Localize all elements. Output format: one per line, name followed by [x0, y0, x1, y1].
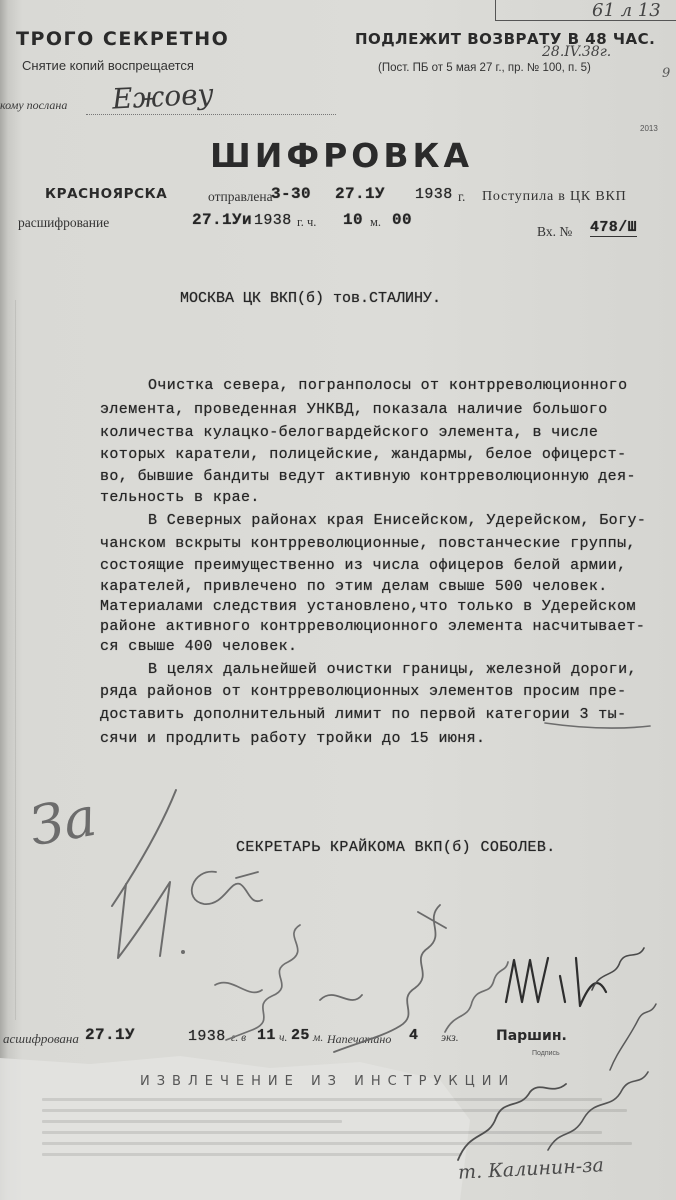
- kalinin-handwritten: т. Калинин-за: [457, 1154, 605, 1184]
- decrypt-minute: 00: [392, 211, 413, 229]
- body-line: ряда районов от контрреволюционных элементов просим пре-: [100, 683, 627, 700]
- copies-label: экз.: [441, 1032, 459, 1044]
- instruction-text-line-faded: [42, 1153, 462, 1156]
- body-line: районе активного контрреволюционного элемента насчитывает-: [100, 618, 646, 635]
- body-line: доставить дополнительный лимит по первой категории 3 ты-: [100, 706, 627, 723]
- decrypted-hour: 11: [257, 1027, 276, 1044]
- decrypt-hour: 10: [343, 211, 364, 229]
- incoming-label: Вх. №: [537, 224, 573, 239]
- signature-caption: Подпись: [532, 1050, 560, 1057]
- body-line: которых каратели, полицейские, жандармы, белое офицерст-: [100, 446, 627, 463]
- received-label: Поступила в ЦК ВКП: [482, 189, 627, 204]
- return-stamp: ПОДЛЕЖИТ ВОЗВРАТУ В 48 ЧАС.: [355, 30, 656, 48]
- decrypt-year: 1938: [254, 212, 292, 229]
- body-line: карателей, привлечено по этим делам свыше 500 человек.: [100, 578, 608, 595]
- body-line: количества кулацко-белогвардейского элемента, в числе: [100, 424, 599, 441]
- instruction-title: ИЗВЛЕЧЕНИЕ ИЗ ИНСТРУКЦИИ: [140, 1074, 516, 1089]
- copies-count: 4: [409, 1027, 419, 1044]
- archive-number: 61 л 13: [592, 0, 661, 21]
- instruction-text-line-faded: [42, 1109, 627, 1112]
- minute-label: м.: [370, 215, 382, 229]
- sender-signature-line: СЕКРЕТАРЬ КРАЙКОМА ВКП(б) СОБОЛЕВ.: [236, 839, 556, 856]
- return-note: (Пост. ПБ от 5 мая 27 г., пр. № 100, п. 5): [378, 62, 591, 74]
- instruction-text-line-faded: [42, 1098, 602, 1101]
- body-line: во, бывшие бандиты ведут активную контрреволюционную дея-: [100, 468, 636, 485]
- addressee-label: кому послана: [0, 98, 68, 112]
- hour-label: г. ч.: [297, 215, 317, 229]
- instruction-text-line-faded: [42, 1131, 602, 1134]
- decrypted-label: асшифрована: [3, 1031, 79, 1046]
- decrypted-hour-label: ч.: [279, 1032, 288, 1044]
- body-line: В целях дальнейшей очистки границы, железной дороги,: [148, 661, 637, 678]
- sent-time: 3-30: [271, 185, 312, 203]
- incoming-number: 478/Ш: [590, 219, 638, 236]
- decrypted-minute: 25: [291, 1027, 310, 1044]
- archive-date: 28.IV.38г.: [542, 44, 612, 60]
- body-line: Материалами следствия установлено,что только в Удерейском: [100, 598, 636, 615]
- body-line: сячи и продлить работу тройки до 15 июня.: [100, 730, 486, 747]
- decrypted-at-label: г. в: [231, 1032, 247, 1044]
- decrypt-label: расшифрование: [18, 215, 110, 230]
- recipient-line: МОСКВА ЦК ВКП(б) тов.СТАЛИНУ.: [180, 290, 442, 307]
- body-line: элемента, проведенная УНКВД, показала наличие большого: [100, 401, 608, 418]
- instruction-text-line-faded: [42, 1120, 342, 1123]
- body-line: В Северных районах края Енисейском, Удерейском, Богу-: [148, 512, 647, 529]
- decrypted-date: 27.1У: [85, 1026, 136, 1044]
- decrypted-year: 1938: [188, 1028, 226, 1045]
- sent-year-suffix: г.: [458, 189, 466, 204]
- no-copies-stamp: Снятие копий воспрещается: [22, 58, 194, 73]
- document-title: ШИФРОВКА: [210, 136, 474, 175]
- sent-label: отправлена: [208, 189, 273, 204]
- body-line: Очистка севера, погранполосы от контрреволюционного: [148, 377, 628, 394]
- sent-date: 27.1У: [335, 185, 386, 203]
- body-line: состоящие преимущественно из числа офицеров белой армии,: [100, 557, 627, 574]
- decrypted-minute-label: м.: [313, 1032, 324, 1044]
- instruction-text-line-faded: [42, 1142, 632, 1145]
- form-number: 2013: [640, 124, 658, 133]
- body-line: ся свыше 400 человек.: [100, 638, 298, 655]
- top-secret-stamp: ТРОГО СЕКРЕТНО: [16, 28, 230, 50]
- body-line: чанском вскрыты контрреволюционные, повстанческие группы,: [100, 535, 636, 552]
- cipher-clerk-name: Паршин.: [496, 1028, 567, 1044]
- margin-number: 9: [662, 66, 671, 81]
- sent-year: 1938: [415, 186, 453, 203]
- approval-handwritten: За: [25, 784, 101, 859]
- decrypt-date: 27.1Уи: [192, 211, 253, 229]
- body-line: тельность в крае.: [100, 489, 260, 506]
- origin-city: КРАСНОЯРСКА: [45, 186, 168, 202]
- printed-label: Напечатано: [327, 1032, 392, 1046]
- addressee-handwritten: Ежову: [111, 77, 215, 116]
